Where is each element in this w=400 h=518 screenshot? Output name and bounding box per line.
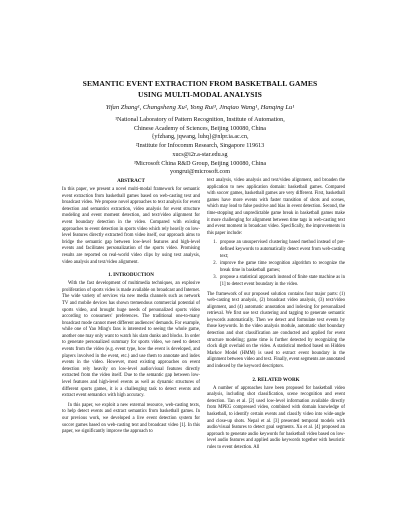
- list-item: 1. propose an unsupervised clustering based method instead of pre-defined keywords to automatically detect event from web-casting text;: [218, 240, 345, 260]
- paper-title: [40, 79, 360, 100]
- left-column: [62, 178, 200, 439]
- affiliation-line: yongrui@microsoft.com: [170, 169, 230, 176]
- affiliation-line: Chinese Academy of Sciences, Beijing 100080, China: [133, 125, 266, 132]
- introduction-heading: 1. INTRODUCTION: [108, 272, 154, 279]
- affiliation-line: ¹National Laboratory of Pattern Recognition, Institute of Automation,: [115, 117, 285, 123]
- list-item: 3. propose a statistical approach instead of finite state machine as in [1] to detect event boundary in the video.: [218, 275, 345, 288]
- paragraph: In this paper, we exploit a new external resource, web-casting texts, to help detect events and extract semantics from basketball games. In our previous work, we developed a live event detection system for soccer games based on web-casting text and broadcast video [1]. In this paper, we significantly improve the approach to: [62, 402, 200, 435]
- contribution-list: [207, 240, 345, 288]
- affiliation-line: ³Microsoft China R&D Group, Beijing 100080, China: [133, 160, 267, 167]
- list-item: 2. improve the game time recognition algorithm to recognize the break time in basketball games;: [218, 261, 345, 274]
- abstract-text: In this paper, we present a novel multi-modal framework for semantic event extraction from basketball games based on web-casting text and broadcast video. We propose novel approaches to text analysis for event detection and semantics extraction, video analysis for event structure modeling and event moment detection, and text/video alignment for event boundary detection in the video. Compared with existing approaches to event detection in sports video which rely heavily on low-level features directly extracted from video itself, our approach aims to bridge the semantic gap between low-level features and high-level events and facilitates personalization of the sports video. Promising results are reported on real-world video clips by using text analysis, video analysis and text/video alignment.: [62, 187, 200, 265]
- related-work-heading: 2. RELATED WORK: [252, 376, 300, 383]
- affiliation-line: xucs@i2r.a-star.edu.sg: [172, 151, 228, 158]
- abstract-heading: ABSTRACT: [117, 178, 145, 184]
- affiliations: [40, 116, 360, 177]
- author-list: Yifan Zhang¹, Changsheng Xu², Yong Rui³, Jinqiao Wang¹, Hanqing Lu¹: [105, 104, 295, 111]
- paragraph: The framework of our proposed solution contains four major parts: (1) web-casting text analysis, (2) broadcast video analysis, (3) text/video alignment, and (4) automatic annotation and indexing for personalized retrieval. We first use text clustering and tagging to generate semantic keywords automatically. Then we detect and formulate text events by those keywords. In the video analysis module, automatic shot boundary detection and shot classification are conducted and applied for event structure modeling; game time is further detected by recognizing the clock digit overlaid on the video. A statistical method based on Hidden Markov Model (HMM) is used to extract event boundary in the alignment between video and text. Finally, event segments are annotated and indexed by the keyword descriptors.: [207, 291, 345, 370]
- affiliation-line: {yfzhang, jqwang, luhq}@nlpr.ia.ac.cn,: [151, 134, 249, 141]
- affiliation-line: ²Institute for Infocomm Research, Singapore 119613: [135, 143, 265, 150]
- right-column: [207, 178, 345, 455]
- title-line: SEMANTIC EVENT EXTRACTION FROM BASKETBALL GAMES: [82, 79, 318, 88]
- paragraph: With the fast development of multimedia techniques, an explosive proliferation of sports video is made available on broadcast and Internet. The wide variety of services via new media channels such as network TV and mobile devices has shown tremendous commercial potential of sports video, and brought huge needs of personalized sports video according to consumers' preferences. The traditional one-to-many broadcast mode cannot meet different audiences' demands. For example, while one of Yao Ming's fans is interested to seeing the whole game, another one may only want to watch his slam dunks and blocks. In order to generate personalized summary for sports video, we need to detect events from the video (e.g. event type, how the event is developed, and players involved in the event, etc.) and use them to annotate and index events in the video. However, most existing approaches on event detection rely heavily on low-level audio/visual features directly extracted from the video itself. Due to the semantic gap between low-level features and high-level events as well as dynamic structures of different sports games, it is a challenging task to detect events and extract event semantics with high accuracy.: [62, 281, 200, 399]
- paragraph: text analysis, video analysis and text/video alignment, and broaden the application to new application domain: basketball games. Compared with soccer games, basketball games are very different. First, basketball games have more events with faster transition of shots and scenes, which may lead to false positive and bias in event detection. Second, the time-stopping and unpredictable game break in basketball games make it more challenging for alignment between time tags in web-casting text and event moment in broadcast video. Specifically, the improvements in this paper include:: [207, 178, 345, 236]
- title-line: USING MULTI-MODAL ANALYSIS: [138, 89, 262, 99]
- paragraph: A number of approaches have been proposed for basketball video analysis, including shot classification, scene recognition and event detection. Tan et al. [2] used low-level information available directly from MPEG compressed video, combined with domain knowledge of basketball, to identify certain events and classify video into wide-angle and close-up shots. Nepal et al. [3] presented temporal models with audio/visual features to detect goal segments. Xu et al. [4] proposed an approach to generate audio keywords for basketball video based on low-level audio features and applied audio keywords together with heuristic rules to event detection. All: [207, 385, 345, 450]
